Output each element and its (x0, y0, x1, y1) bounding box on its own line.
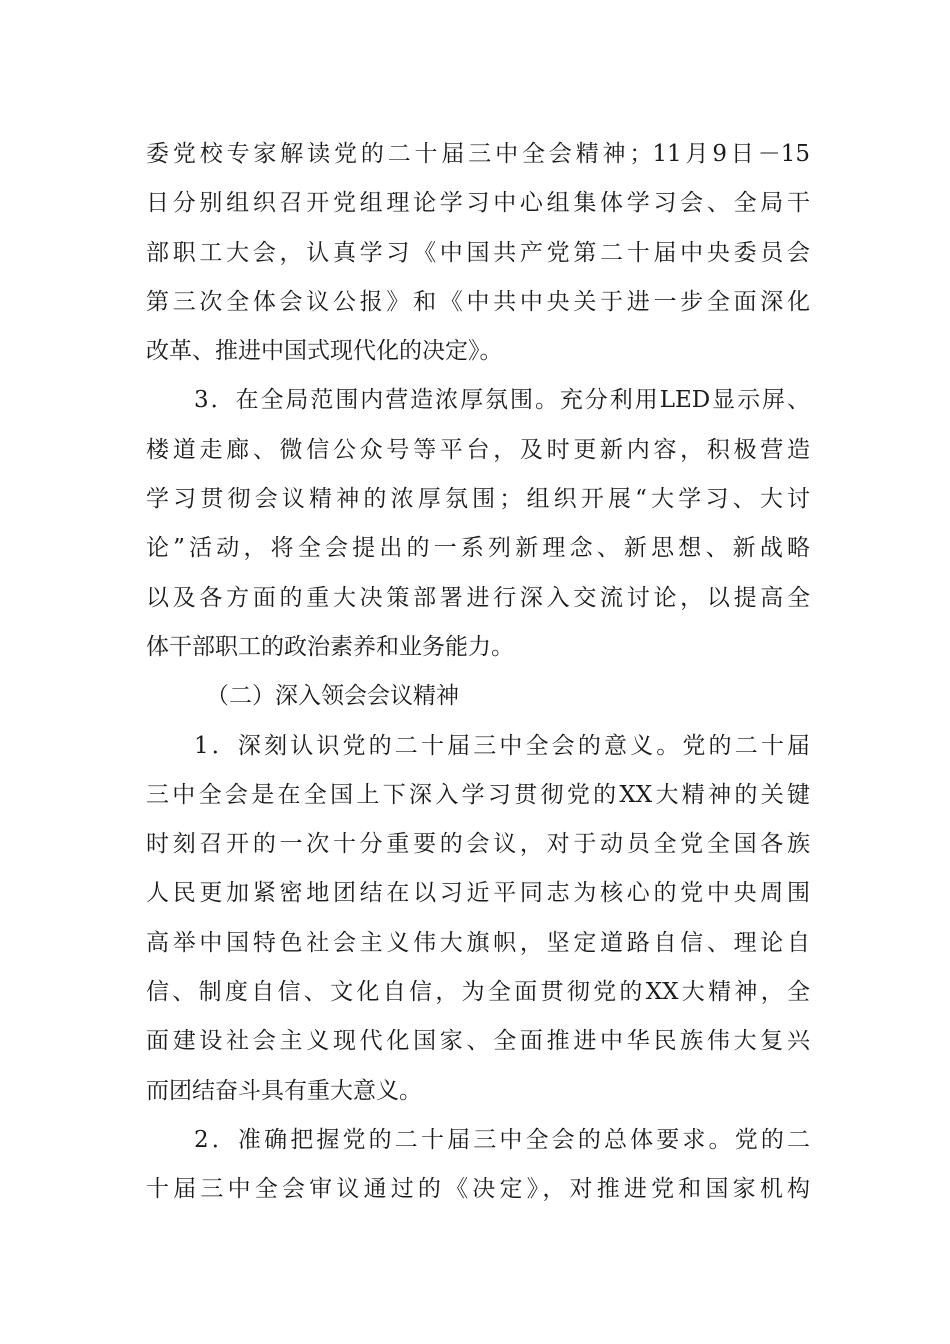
text-line: 学习贯彻会议精神的浓厚氛围；组织开展“大学习、大讨 (146, 486, 810, 513)
text-line: 而团结奋斗具有重大意义。 (146, 1077, 422, 1104)
document-body (146, 130, 810, 1215)
text-line: 部职工大会，认真学习《中国共产党第二十届中央委员会 (146, 239, 810, 266)
paragraph-1-first-line: 1．深刻认识党的二十届三中全会的意义。党的二十届 (194, 732, 810, 759)
text-line: 十届三中全会审议通过的《决定》，对推进党和国家机构 (146, 1176, 810, 1203)
paragraph-2-first-line: 2．准确把握党的二十届三中全会的总体要求。党的二 (194, 1126, 810, 1153)
text-line: 三中全会是在全国上下深入学习贯彻党的XX大精神的关键 (146, 781, 810, 808)
text-line: 高举中国特色社会主义伟大旗帜，坚定道路自信、理论自 (146, 929, 810, 956)
text-line: 楼道走廊、微信公众号等平台，及时更新内容，积极营造 (146, 436, 810, 463)
text-line: 以及各方面的重大决策部署进行深入交流讨论，以提高全 (146, 584, 810, 611)
text-line: 委党校专家解读党的二十届三中全会精神；11月9日－15 (146, 141, 810, 167)
text-line: 信、制度自信、文化自信，为全面贯彻党的XX大精神，全 (146, 979, 810, 1006)
text-line: 第三次全体会议公报》和《中共中央关于进一步全面深化 (146, 288, 810, 315)
text-line: 体干部职工的政治素养和业务能力。 (146, 633, 514, 660)
text-line: 人民更加紧密地团结在以习近平同志为核心的党中央周围 (146, 880, 810, 907)
text-line: 日分别组织召开党组理论学习中心组集体学习会、全局干 (146, 190, 810, 217)
text-line: 面建设社会主义现代化国家、全面推进中华民族伟大复兴 (146, 1028, 810, 1055)
text-line: 论”活动，将全会提出的一系列新理念、新思想、新战略 (146, 535, 810, 562)
text-line: 时刻召开的一次十分重要的会议，对于动员全党全国各族 (146, 831, 810, 858)
paragraph-3-first-line: 3．在全局范围内营造浓厚氛围。充分利用LED显示屏、 (194, 387, 810, 414)
section-heading: （二）深入领会会议精神 (206, 683, 459, 710)
text-line: 改革、推进中国式现代化的决定》。 (146, 338, 503, 365)
